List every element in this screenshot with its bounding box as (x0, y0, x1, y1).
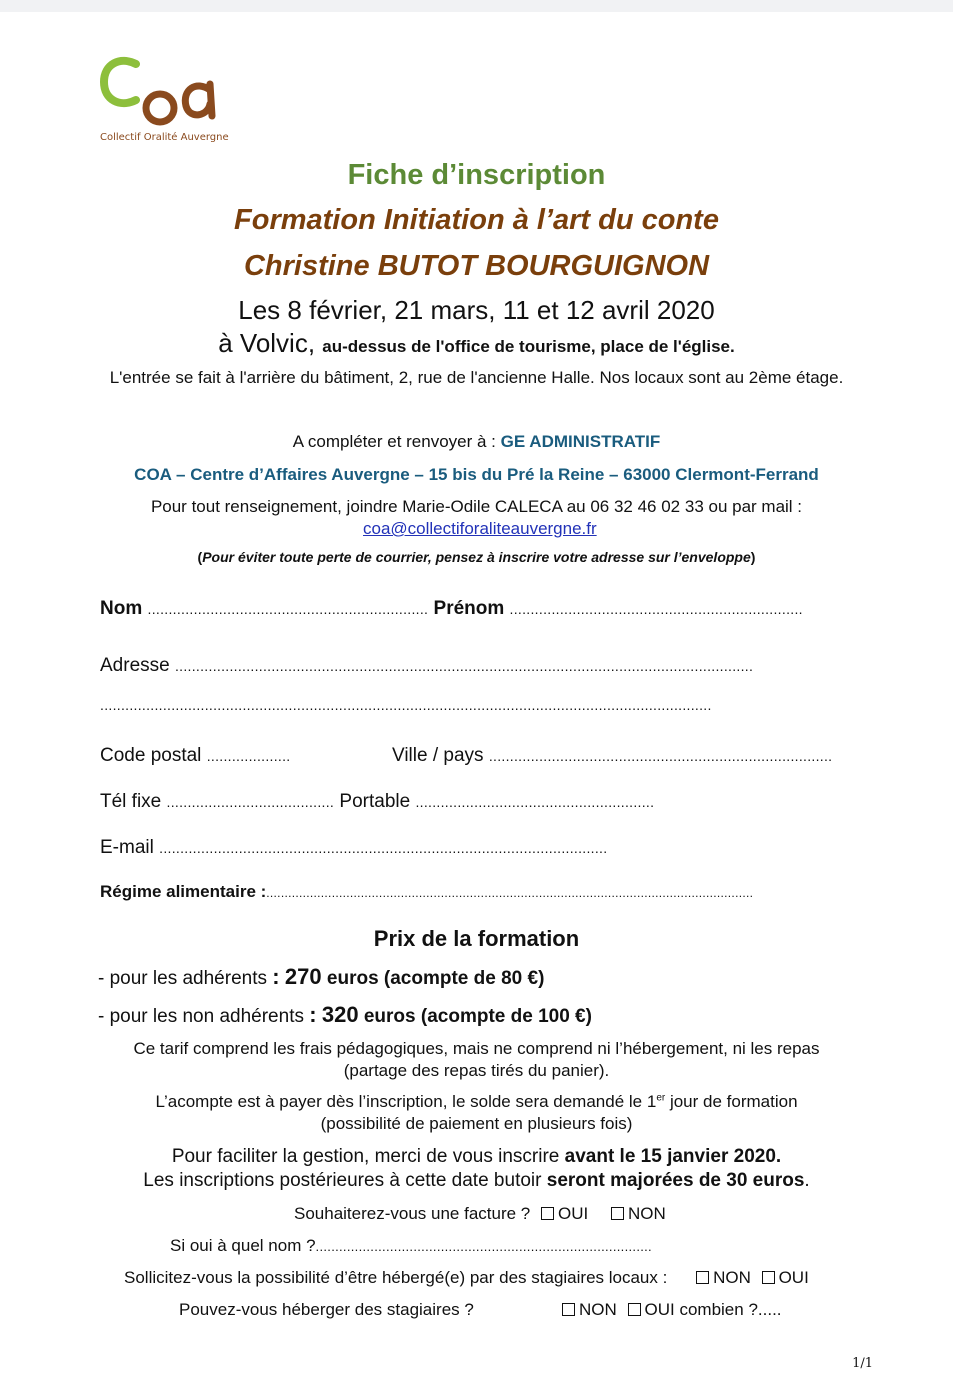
hosted-no-label: NON (713, 1268, 751, 1287)
prenom-field[interactable]: ...................................................................... (509, 601, 803, 617)
member-rest: euros (acompte de 80 €) (326, 968, 545, 989)
course-title: Formation Initiation à l’art du conte (234, 204, 719, 236)
row-phone (100, 791, 654, 813)
surcharge: seront majorées de 30 euros (546, 1170, 805, 1191)
cp-label: Code postal (100, 745, 202, 766)
member-price: 270 (284, 964, 322, 989)
course-place (0, 328, 953, 359)
nonmember-rest: euros (acompte de 100 €) (363, 1006, 592, 1027)
adresse-field[interactable]: .......................................................................................................................................... (174, 658, 754, 674)
row-address-2 (100, 694, 712, 716)
adresse-label: Adresse (100, 655, 170, 676)
host-options (556, 1300, 782, 1320)
deadline-period: . (804, 1170, 810, 1191)
contact-info: Pour tout renseignement, joindre Marie-Odile CALECA au 06 32 46 02 33 ou par mail : (150, 497, 803, 516)
hosted-no-checkbox[interactable] (696, 1271, 709, 1284)
row-email (100, 837, 607, 859)
invoice-yes-checkbox[interactable] (541, 1207, 554, 1220)
hosted-question (124, 1268, 809, 1288)
trainer-name: Christine BUTOT BOURGUIGNON (243, 250, 710, 282)
deposit-line-2: (possibilité de paiement en plusieurs fois) (320, 1114, 633, 1133)
ville-field[interactable]: .................................................................................. (488, 748, 833, 764)
price-non-members (98, 1002, 592, 1028)
pricing-title: Prix de la formation (373, 926, 580, 951)
adresse-field-2[interactable]: .................................................................................................................................................. (100, 697, 712, 713)
form-title: Fiche d’inscription (347, 159, 606, 191)
hosted-yes-checkbox[interactable] (762, 1271, 775, 1284)
row-postcode (100, 745, 290, 767)
deposit-text-b: jour de formation (669, 1092, 798, 1111)
logo-tagline: Collectif Oralité Auvergne (100, 132, 229, 143)
host-no-label: NON (579, 1300, 617, 1319)
nonmember-prefix: - pour les non adhérents (98, 1006, 304, 1027)
note-open: ( (197, 549, 203, 565)
includes-line-1: Ce tarif comprend les frais pédagogiques, mais ne comprend ni l’hébergement, ni les repas (133, 1039, 820, 1058)
course-dates: Les 8 février, 21 mars, 11 et 12 avril 2020 (238, 295, 715, 325)
includes-line-2: (partage des repas tirés du panier). (343, 1061, 610, 1080)
invoice-no-label: NON (627, 1204, 666, 1223)
row-diet (100, 882, 753, 902)
access-info: L'entrée se fait à l'arrière du bâtiment, 2, rue de l'ancienne Halle. Nos locaux sont au 2ème étage. (109, 368, 844, 387)
place-detail: au-dessus de l'office de tourisme, place de l'église. (322, 337, 735, 356)
member-colon: : (272, 964, 280, 989)
invoice-name-row (170, 1236, 652, 1256)
deadline-text-a: Pour faciliter la gestion, merci de vous inscrire (171, 1146, 560, 1167)
nonmember-price: 320 (321, 1002, 359, 1027)
invoice-question (294, 1204, 666, 1224)
invoice-name-label: Si oui à quel nom ? (170, 1236, 316, 1255)
host-no-checkbox[interactable] (562, 1303, 575, 1316)
prenom-label: Prénom (433, 598, 505, 619)
row-address (100, 655, 753, 677)
deadline-line-1 (0, 1146, 953, 1168)
host-yes-label: OUI combien ?..... (644, 1300, 782, 1319)
note-text: Pour éviter toute perte de courrier, pensez à inscrire votre adresse sur l’enveloppe (202, 549, 751, 565)
nom-label: Nom (100, 598, 143, 619)
send-prefix: A compléter et renvoyer à : (292, 432, 496, 451)
cp-field[interactable]: .................... (206, 748, 291, 764)
portable-label: Portable (339, 791, 411, 812)
coa-logo-icon (98, 50, 238, 160)
deadline-text-c: Les inscriptions postérieures à cette date butoir (143, 1170, 542, 1191)
price-members (98, 964, 544, 990)
email-field[interactable]: ........................................................................................................... (159, 840, 608, 856)
host-yes-checkbox[interactable] (628, 1303, 641, 1316)
nonmember-colon: : (309, 1002, 317, 1027)
deposit-text-a: L’acompte est à payer dès l’inscription, le solde sera demandé le 1 (155, 1092, 657, 1111)
row-city (392, 745, 832, 767)
mail-note (0, 549, 953, 565)
invoice-label: Souhaiterez-vous une facture ? (294, 1204, 531, 1223)
postal-address: COA – Centre d’Affaires Auvergne – 15 bis du Pré la Reine – 63000 Clermont-Ferrand (134, 465, 819, 484)
send-recipient: GE ADMINISTRATIF (500, 432, 661, 451)
hosted-label: Sollicitez-vous la possibilité d’être hébergé(e) par des stagiaires locaux : (124, 1268, 668, 1287)
hosted-yes-label: OUI (778, 1268, 809, 1287)
place-prefix: à Volvic, (218, 328, 316, 358)
invoice-yes-label: OUI (558, 1204, 589, 1223)
tel-field[interactable]: ........................................ (166, 794, 335, 810)
send-to (0, 432, 953, 452)
deposit-sup: er (656, 1092, 666, 1104)
deadline-line-2 (0, 1170, 953, 1192)
email-label: E-mail (100, 837, 154, 858)
invoice-name-field[interactable]: ...................................................................................... (315, 1239, 652, 1254)
host-label: Pouvez-vous héberger des stagiaires ? (179, 1300, 474, 1319)
ville-label: Ville / pays (392, 745, 484, 766)
document-page (0, 12, 953, 1381)
regime-label: Régime alimentaire : (100, 882, 267, 901)
page-number: 1/1 (852, 1356, 873, 1371)
member-prefix: - pour les adhérents (98, 968, 267, 989)
tel-label: Tél fixe (100, 791, 162, 812)
note-close: ) (750, 549, 756, 565)
row-name (100, 598, 803, 620)
regime-field[interactable]: ...................................................................................................................................... (266, 886, 754, 900)
deadline-date: avant le 15 janvier 2020. (564, 1146, 782, 1167)
contact-email-link[interactable]: coa@collectiforaliteauvergne.fr (363, 519, 597, 538)
invoice-no-checkbox[interactable] (611, 1207, 624, 1220)
host-question (179, 1300, 474, 1320)
nom-field[interactable]: ................................................................... (147, 601, 429, 617)
portable-field[interactable]: ......................................................... (415, 794, 655, 810)
deposit-line-1 (0, 1092, 953, 1112)
